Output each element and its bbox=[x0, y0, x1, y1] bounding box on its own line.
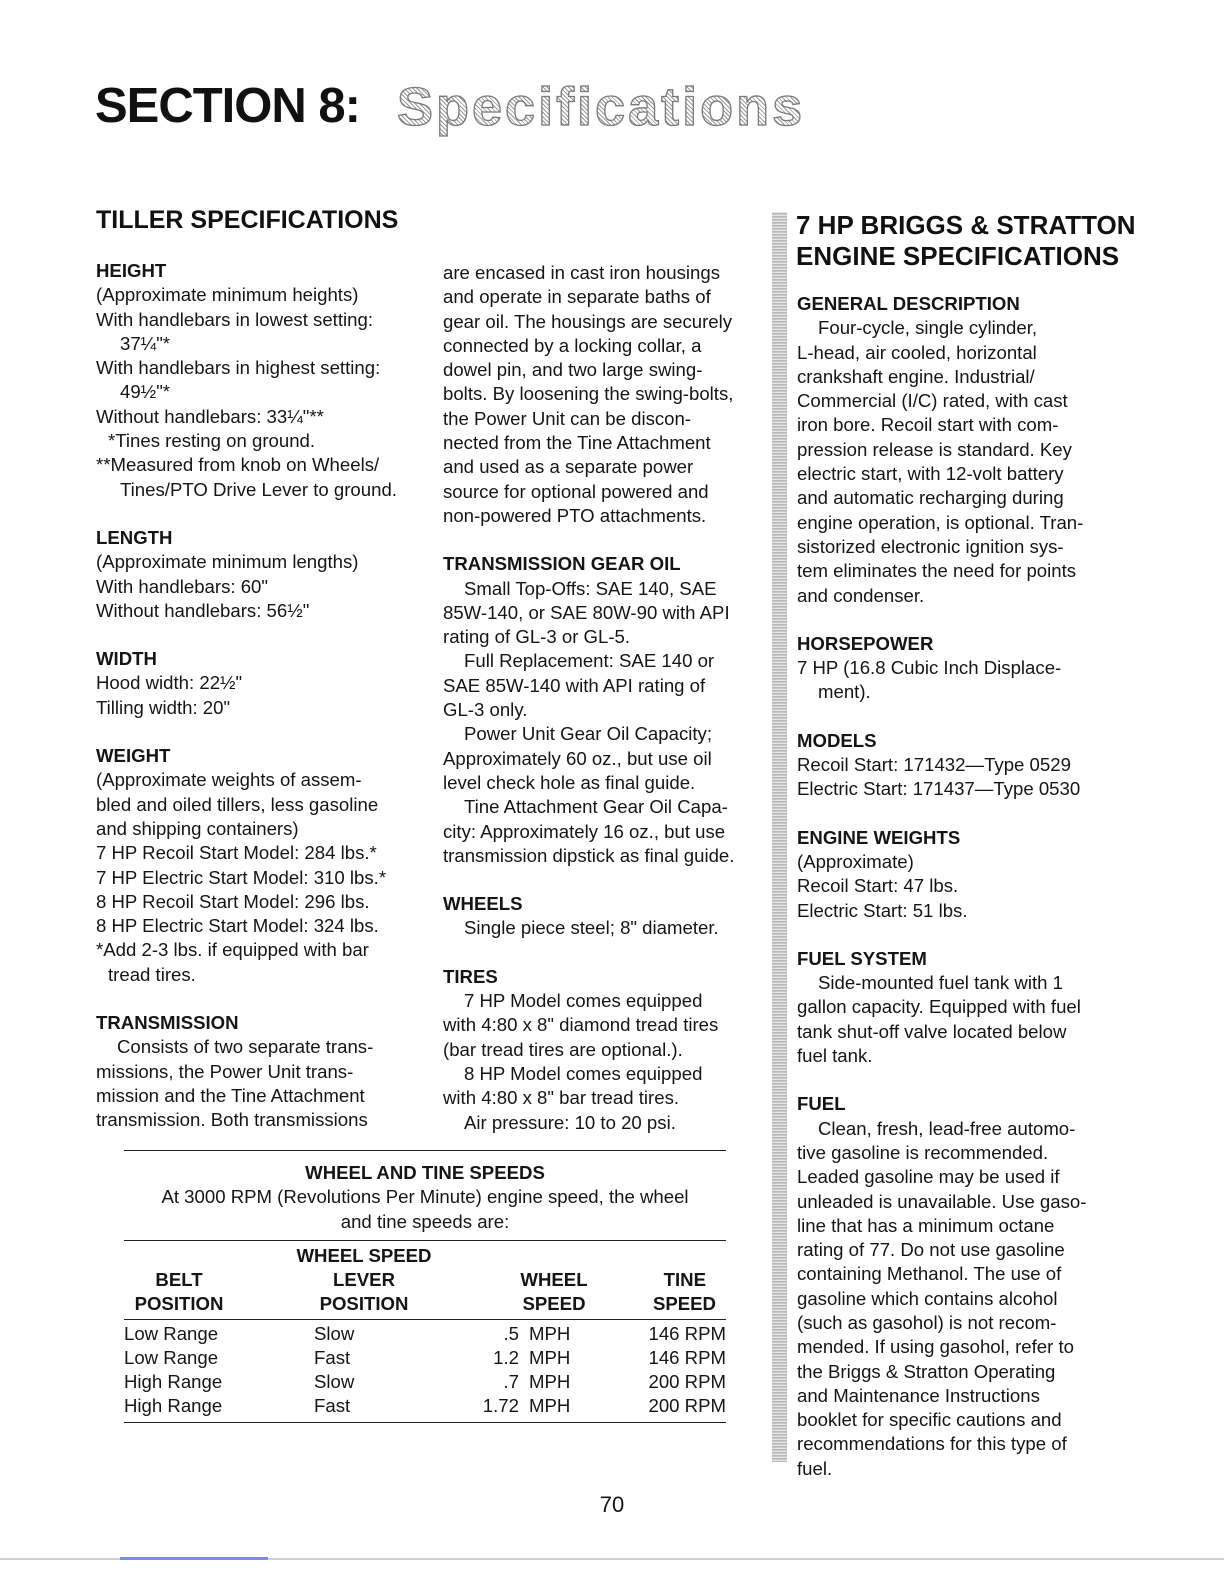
height-line: With handlebars in lowest setting: bbox=[96, 308, 373, 330]
fuel-system-line: gallon capacity. Equipped with fuel bbox=[797, 996, 1081, 1018]
height-note: *Tines resting on ground. bbox=[108, 430, 316, 452]
speeds-intro bbox=[124, 1161, 726, 1234]
header-wheel-2: SPEED bbox=[522, 1293, 586, 1314]
height-note: **Measured from knob on Wheels/ bbox=[96, 454, 380, 476]
cell-wheel: 1.2 bbox=[493, 1347, 519, 1368]
gear-oil-line: 85W-140, or SAE 80W-90 with API bbox=[443, 601, 730, 623]
speeds-header-rule bbox=[124, 1240, 726, 1241]
general-line: iron bore. Recoil start with com- bbox=[797, 414, 1059, 436]
transmission-cont-line: connected by a locking collar, a bbox=[443, 334, 702, 356]
gear-oil-label: TRANSMISSION GEAR OIL bbox=[443, 553, 681, 575]
fuel-system-label: FUEL SYSTEM bbox=[797, 947, 927, 969]
transmission-section bbox=[96, 1011, 426, 1132]
cell-lever: Fast bbox=[314, 1395, 351, 1416]
cell-tine: 200 RPM bbox=[648, 1371, 726, 1392]
tires-line: 7 HP Model comes equipped bbox=[464, 990, 703, 1012]
speeds-header-table bbox=[124, 1244, 726, 1316]
width-line: Tilling width: 20" bbox=[96, 696, 231, 718]
engine-heading-line: ENGINE SPECIFICATIONS bbox=[796, 241, 1120, 271]
header-tine-2: SPEED bbox=[652, 1293, 716, 1314]
engine-weights-line: Electric Start: 51 lbs. bbox=[797, 899, 968, 921]
height-line: 49½"* bbox=[120, 381, 171, 403]
transmission-cont-line: and used as a separate power bbox=[443, 456, 694, 478]
fuel-section bbox=[797, 1092, 1127, 1481]
header-lever-1: WHEEL SPEED bbox=[296, 1245, 432, 1266]
speeds-intro-line: and tine speeds are: bbox=[340, 1210, 510, 1232]
section-title-text: Specifications bbox=[397, 77, 806, 137]
scan-edge-mark bbox=[120, 1557, 268, 1560]
fuel-system-line: tank shut-off valve located below bbox=[797, 1020, 1067, 1042]
cell-belt: Low Range bbox=[124, 1323, 219, 1344]
weight-note: *Add 2-3 lbs. if equipped with bar bbox=[96, 939, 369, 961]
header-wheel-1: WHEEL bbox=[520, 1269, 588, 1290]
fuel-line: the Briggs & Stratton Operating bbox=[797, 1360, 1056, 1382]
cell-tine: 146 RPM bbox=[648, 1347, 726, 1368]
general-label: GENERAL DESCRIPTION bbox=[797, 293, 1020, 314]
fuel-system-line: fuel tank. bbox=[797, 1045, 873, 1067]
horsepower-line: ment). bbox=[818, 681, 871, 703]
weight-line: 8 HP Recoil Start Model: 296 lbs. bbox=[96, 890, 370, 912]
weight-line: 7 HP Recoil Start Model: 284 lbs.* bbox=[96, 842, 377, 864]
fuel-line: rating of 77. Do not use gasoline bbox=[797, 1239, 1065, 1261]
cell-tine: 146 RPM bbox=[648, 1323, 726, 1344]
general-description-section bbox=[797, 292, 1127, 608]
cell-unit: MPH bbox=[529, 1371, 571, 1392]
general-line: Commercial (I/C) rated, with cast bbox=[797, 390, 1068, 412]
horsepower-section bbox=[797, 632, 1127, 705]
page-number: 70 bbox=[599, 1492, 625, 1517]
section-number: SECTION 8: bbox=[95, 79, 360, 133]
fuel-line: booklet for specific cautions and bbox=[797, 1409, 1062, 1431]
tires-line: with 4:80 x 8" bar tread tires. bbox=[443, 1087, 680, 1109]
transmission-cont-line: non-powered PTO attachments. bbox=[443, 504, 707, 526]
engine-weights-label: ENGINE WEIGHTS bbox=[797, 826, 961, 848]
table-row bbox=[124, 1323, 726, 1347]
weight-line: bled and oiled tillers, less gasoline bbox=[96, 793, 379, 815]
general-line: L-head, air cooled, horizontal bbox=[797, 341, 1037, 363]
fuel-system-section bbox=[797, 947, 1127, 1068]
height-note: Tines/PTO Drive Lever to ground. bbox=[120, 478, 397, 500]
width-label: WIDTH bbox=[96, 648, 157, 670]
speeds-header bbox=[124, 1244, 726, 1316]
fuel-line: containing Methanol. The use of bbox=[797, 1263, 1062, 1285]
tires-line: Air pressure: 10 to 20 psi. bbox=[464, 1111, 676, 1133]
fuel-line: gasoline which contains alcohol bbox=[797, 1287, 1058, 1309]
gear-oil-line: GL-3 only. bbox=[443, 699, 528, 721]
tiller-column-left bbox=[96, 259, 426, 1133]
general-line: Four-cycle, single cylinder, bbox=[818, 317, 1038, 339]
length-section bbox=[96, 526, 426, 623]
speeds-body bbox=[124, 1323, 726, 1419]
transmission-line: missions, the Power Unit trans- bbox=[96, 1060, 354, 1082]
weight-line: and shipping containers) bbox=[96, 817, 299, 839]
weight-label: WEIGHT bbox=[96, 745, 171, 767]
tires-line: 8 HP Model comes equipped bbox=[464, 1062, 703, 1084]
transmission-label: TRANSMISSION bbox=[96, 1012, 239, 1034]
cell-tine: 200 RPM bbox=[648, 1395, 726, 1416]
general-line: pression release is standard. Key bbox=[797, 438, 1072, 460]
fuel-system-line: Side-mounted fuel tank with 1 bbox=[818, 972, 1063, 994]
gear-oil-line: Power Unit Gear Oil Capacity; bbox=[464, 723, 713, 745]
general-line: engine operation, is optional. Tran- bbox=[797, 511, 1084, 533]
transmission-cont-line: dowel pin, and two large swing- bbox=[443, 359, 703, 381]
speeds-table bbox=[124, 1323, 726, 1419]
speeds-body-rule bbox=[124, 1319, 726, 1320]
speeds-top-rule bbox=[124, 1150, 726, 1151]
cell-unit: MPH bbox=[529, 1347, 571, 1368]
tires-line: (bar tread tires are optional.). bbox=[443, 1038, 683, 1060]
engine-specs-heading bbox=[796, 210, 1136, 272]
models-line: Recoil Start: 171432—Type 0529 bbox=[797, 754, 1071, 776]
wheels-label: WHEELS bbox=[443, 893, 523, 915]
table-row bbox=[124, 1347, 726, 1371]
horsepower-line: 7 HP (16.8 Cubic Inch Displace- bbox=[797, 657, 1062, 679]
tires-section bbox=[443, 965, 763, 1135]
cell-belt: Low Range bbox=[124, 1347, 219, 1368]
gear-oil-line: rating of GL-3 or GL-5. bbox=[443, 626, 631, 648]
column-divider-bar bbox=[772, 212, 787, 1462]
general-line: and automatic recharging during bbox=[797, 487, 1064, 509]
cell-belt: High Range bbox=[124, 1395, 223, 1416]
gear-oil-line: Full Replacement: SAE 140 or bbox=[464, 650, 715, 672]
weight-note: tread tires. bbox=[108, 963, 196, 985]
height-label: HEIGHT bbox=[96, 260, 167, 281]
table-row bbox=[124, 1371, 726, 1395]
cell-lever: Fast bbox=[314, 1347, 351, 1368]
weight-line: (Approximate weights of assem- bbox=[96, 769, 362, 791]
height-line: With handlebars in highest setting: bbox=[96, 357, 381, 379]
weight-line: 8 HP Electric Start Model: 324 lbs. bbox=[96, 915, 379, 937]
length-line: With handlebars: 60" bbox=[96, 575, 268, 597]
engine-column bbox=[797, 292, 1127, 1481]
general-line: crankshaft engine. Industrial/ bbox=[797, 365, 1035, 387]
models-label: MODELS bbox=[797, 729, 877, 751]
cell-wheel: .7 bbox=[503, 1371, 519, 1392]
fuel-line: mended. If using gasohol, refer to bbox=[797, 1336, 1075, 1358]
fuel-line: (such as gasohol) is not recom- bbox=[797, 1311, 1057, 1333]
fuel-line: Leaded gasoline may be used if bbox=[797, 1166, 1060, 1188]
length-line: (Approximate minimum lengths) bbox=[96, 551, 359, 573]
gear-oil-line: SAE 85W-140 with API rating of bbox=[443, 674, 706, 696]
height-line: 37¼"* bbox=[120, 332, 171, 354]
speeds-bottom-rule bbox=[124, 1422, 726, 1423]
wheels-section bbox=[443, 892, 763, 941]
gear-oil-line: Tine Attachment Gear Oil Capa- bbox=[464, 796, 728, 818]
transmission-cont-line: source for optional powered and bbox=[443, 480, 709, 502]
fuel-line: recommendations for this type of bbox=[797, 1433, 1067, 1455]
general-line: and condenser. bbox=[797, 584, 925, 606]
cell-wheel: 1.72 bbox=[482, 1395, 519, 1416]
fuel-label: FUEL bbox=[797, 1093, 846, 1115]
tiller-column-middle bbox=[443, 261, 763, 1135]
transmission-line: transmission. Both transmissions bbox=[96, 1109, 368, 1131]
transmission-cont-line: bolts. By loosening the swing-bolts, bbox=[443, 383, 734, 405]
header-belt-2: POSITION bbox=[134, 1293, 224, 1314]
fuel-line: Clean, fresh, lead-free automo- bbox=[818, 1117, 1076, 1139]
horsepower-label: HORSEPOWER bbox=[797, 632, 934, 654]
gear-oil-line: transmission dipstick as final guide. bbox=[443, 844, 735, 866]
cell-unit: MPH bbox=[529, 1323, 571, 1344]
weight-line: 7 HP Electric Start Model: 310 lbs.* bbox=[96, 866, 387, 888]
transmission-cont-line: nected from the Tine Attachment bbox=[443, 432, 711, 454]
height-line: (Approximate minimum heights) bbox=[96, 284, 359, 306]
gear-oil-line: Small Top-Offs: SAE 140, SAE bbox=[464, 577, 717, 599]
models-line: Electric Start: 171437—Type 0530 bbox=[797, 778, 1081, 800]
height-line: Without handlebars: 33¼"** bbox=[96, 405, 324, 427]
gear-oil-line: Approximately 60 oz., but use oil bbox=[443, 747, 712, 769]
tiller-specs-heading: TILLER SPECIFICATIONS bbox=[96, 206, 399, 234]
height-section bbox=[96, 259, 426, 502]
transmission-cont-line: the Power Unit can be discon- bbox=[443, 407, 692, 429]
transmission-line: mission and the Tine Attachment bbox=[96, 1084, 365, 1106]
header-belt-1: BELT bbox=[155, 1269, 203, 1290]
section-title bbox=[397, 76, 805, 138]
fuel-line: fuel. bbox=[797, 1457, 833, 1479]
header-tine-1: TINE bbox=[663, 1269, 706, 1290]
cell-wheel: .5 bbox=[503, 1323, 519, 1344]
gear-oil-line: city: Approximately 16 oz., but use bbox=[443, 820, 726, 842]
fuel-line: tive gasoline is recommended. bbox=[797, 1141, 1049, 1163]
fuel-line: line that has a minimum octane bbox=[797, 1214, 1055, 1236]
engine-weights-line: Recoil Start: 47 lbs. bbox=[797, 875, 959, 897]
gear-oil-section bbox=[443, 552, 763, 868]
speeds-intro-line: At 3000 RPM (Revolutions Per Minute) engine speed, the wheel bbox=[161, 1186, 689, 1208]
transmission-continued bbox=[443, 261, 763, 528]
transmission-cont-line: and operate in separate baths of bbox=[443, 286, 711, 308]
tires-line: with 4:80 x 8" diamond tread tires bbox=[443, 1014, 719, 1036]
length-line: Without handlebars: 56½" bbox=[96, 599, 310, 621]
models-section bbox=[797, 729, 1127, 802]
engine-weights-line: (Approximate) bbox=[797, 850, 914, 872]
wheels-line: Single piece steel; 8" diameter. bbox=[464, 917, 719, 939]
tires-label: TIRES bbox=[443, 965, 498, 987]
fuel-line: unleaded is unavailable. Use gaso- bbox=[797, 1190, 1087, 1212]
length-label: LENGTH bbox=[96, 526, 173, 548]
transmission-cont-line: are encased in cast iron housings bbox=[443, 262, 721, 283]
general-line: sistorized electronic ignition sys- bbox=[797, 535, 1064, 557]
gear-oil-line: level check hole as final guide. bbox=[443, 771, 696, 793]
header-lever-2: LEVER bbox=[333, 1269, 395, 1290]
table-row bbox=[124, 1395, 726, 1419]
general-line: electric start, with 12-volt battery bbox=[797, 463, 1064, 485]
header-lever-3: POSITION bbox=[319, 1293, 409, 1314]
cell-belt: High Range bbox=[124, 1371, 223, 1392]
engine-heading-line: 7 HP BRIGGS & STRATTON bbox=[796, 210, 1136, 240]
general-line: tem eliminates the need for points bbox=[797, 560, 1077, 582]
cell-unit: MPH bbox=[529, 1395, 571, 1416]
transmission-line: Consists of two separate trans- bbox=[117, 1036, 374, 1058]
transmission-cont-line: gear oil. The housings are securely bbox=[443, 310, 733, 332]
speeds-title: WHEEL AND TINE SPEEDS bbox=[305, 1162, 545, 1183]
cell-lever: Slow bbox=[314, 1323, 355, 1344]
width-section bbox=[96, 647, 426, 720]
width-line: Hood width: 22½" bbox=[96, 672, 243, 694]
fuel-line: and Maintenance Instructions bbox=[797, 1384, 1040, 1406]
cell-lever: Slow bbox=[314, 1371, 355, 1392]
weight-section bbox=[96, 744, 426, 987]
engine-weights-section bbox=[797, 826, 1127, 923]
